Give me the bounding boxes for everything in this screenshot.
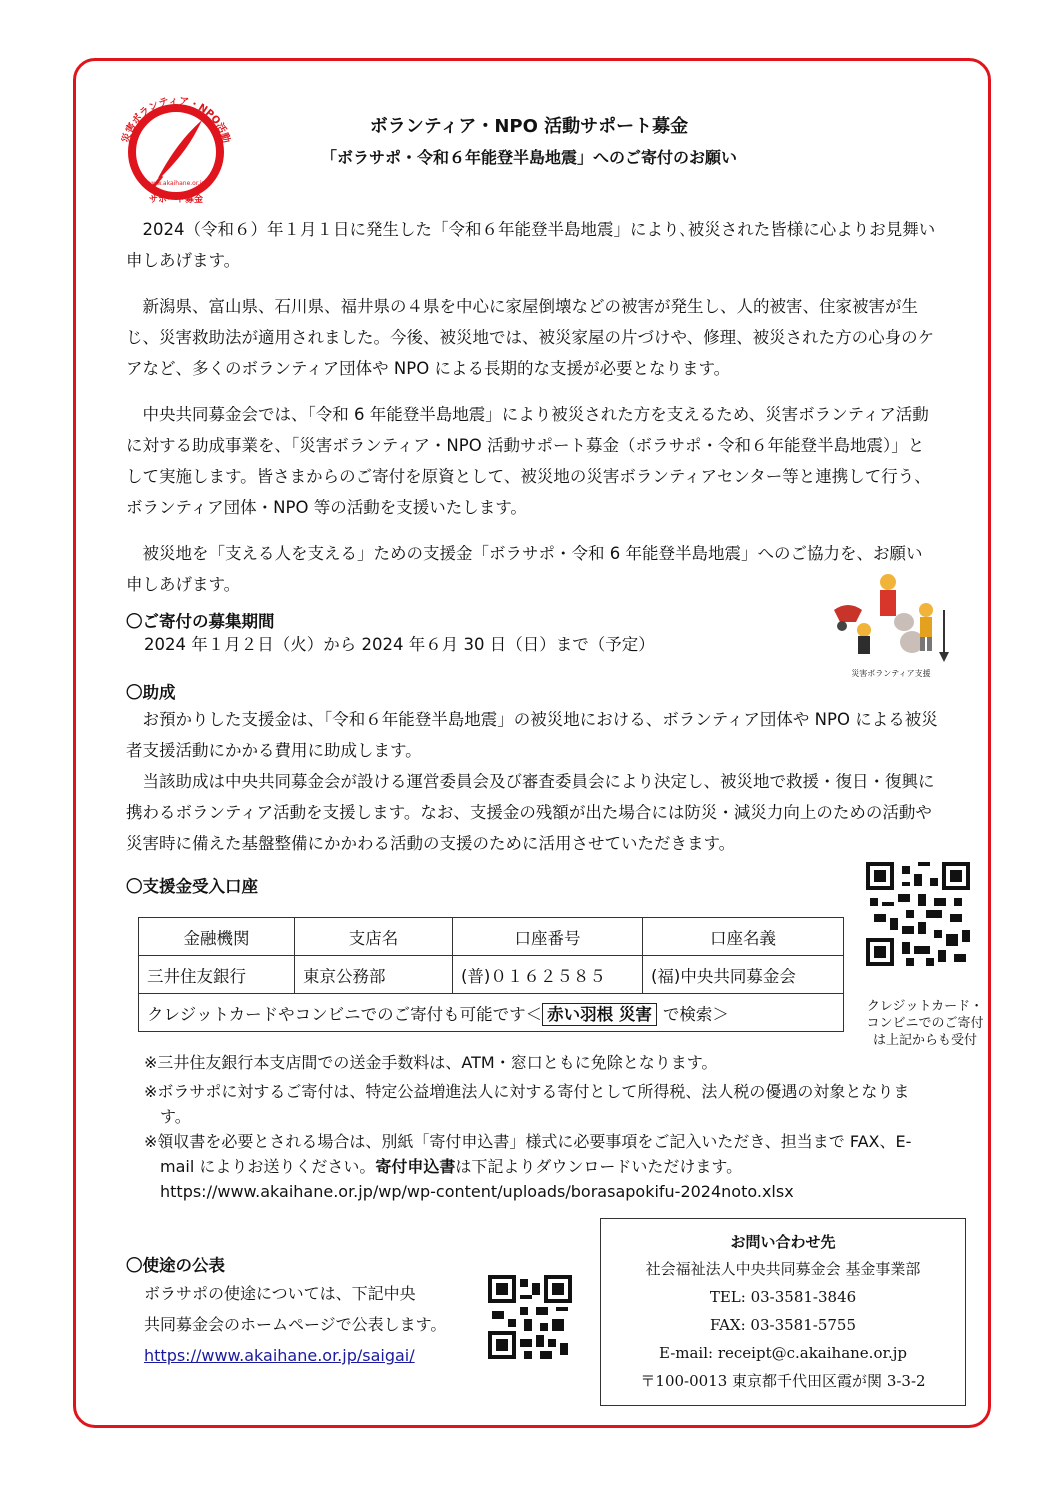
- grant-heading: 〇助成: [126, 683, 176, 702]
- intro-paragraph: 新潟県、富山県、石川県、福井県の４県を中心に家屋倒壊などの被害が発生し、人的被害、住家被害が生じ、災害救助法が適用されました。今後、被災地では、被災家屋の片づけや、修理、被災された方の心身のケアなど、多くのボランティア団体や NPO による長期的な支援が必要となります。: [126, 297, 935, 378]
- table-header-row: [139, 918, 844, 956]
- table-header: 口座番号: [453, 918, 643, 956]
- page-subtitle: 「ボラサポ・令和６年能登半島地震」へのご寄付のお願い: [320, 148, 737, 167]
- intro-paragraph: 中央共同募金会では、「令和 6 年能登半島地震」により被災された方を支えるため、災害ボランティア活動に対する助成事業を、「災害ボランティア・NPO 活動サポート募金（ボラサポ・令和６年能登半島地震）」として実施します。皆さまからのご寄付を原資として、被災地の災害ボランティアセンター等と連携して行う、ボランティア団体・NPO 等の活動を支援いたします。: [126, 405, 931, 517]
- usage-qr-icon: [488, 1275, 572, 1359]
- usage-line: ボラサポの使途については、下記中央: [144, 1284, 416, 1303]
- table-row: [139, 956, 844, 994]
- online-donation-suffix: で検索＞: [662, 1004, 729, 1024]
- contact-email: E-mail: receipt@c.akaihane.or.jp: [658, 1344, 908, 1362]
- table-cell: 三井住友銀行: [139, 956, 295, 994]
- note-text: ※領収書を必要とされる場合は、別紙「寄付申込書」様式に必要事項をご記入いただき、担当まで FAX、E-mail によりお送りください。: [144, 1132, 912, 1176]
- usage-line: 共同募金会のホームページで公表します。: [144, 1315, 447, 1334]
- table-cell: 東京公務部: [295, 956, 453, 994]
- contact-address: 〒100-0013 東京都千代田区霞が関 3-3-2: [640, 1372, 926, 1390]
- account-heading: 〇支援金受入口座: [126, 877, 258, 896]
- table-header: 口座名義: [643, 918, 844, 956]
- usage-link[interactable]: https://www.akaihane.or.jp/saigai/: [144, 1346, 415, 1365]
- volunteer-illustration: [826, 570, 956, 682]
- table-header: 支店名: [295, 918, 453, 956]
- contact-org: 社会福祉法人中央共同募金会 基金事業部: [645, 1260, 921, 1278]
- note-text: は下記よりダウンロードいただけます。: [455, 1157, 743, 1176]
- usage-heading: 〇使途の公表: [126, 1256, 225, 1275]
- qr-note: クレジットカード・コンビニでのご寄付は上記からも受付: [866, 999, 984, 1048]
- table-cell: (普)０１６２５８５: [453, 956, 643, 994]
- contact-fax: FAX: 03-3581-5755: [709, 1316, 856, 1334]
- donation-qr-code[interactable]: [866, 862, 970, 966]
- table-row: [139, 994, 844, 1032]
- note-item: [144, 1129, 934, 1179]
- grant-section: [126, 704, 938, 859]
- note-bold: 寄付申込書: [375, 1157, 456, 1176]
- intro-paragraph: 2024（令和６）年１月１日に発生した「令和６年能登半島地震」により､被災された皆様に心よりお見舞い申しあげます。: [126, 220, 936, 270]
- intro-section: [126, 214, 938, 600]
- logo-ring-text: 災害ボランティア・NPO活動: [120, 95, 232, 145]
- page-title: ボランティア・NPO 活動サポート募金: [369, 116, 689, 137]
- period-text: 2024 年１月２日（火）から 2024 年６月 30 日（日）まで（予定）: [144, 635, 655, 654]
- notes-section: [144, 1050, 934, 1204]
- grant-paragraph: 当該助成は中央共同募金会が設ける運営委員会及び審査委員会により決定し、被災地で救援・復日・復興に携わるボランティア活動を支援します。なお、支援金の残額が出た場合には防災・減災力向上のための活動や災害時に備えた基盤整備にかかわる活動の支援のために活用させていただきます。: [126, 772, 935, 853]
- table-cell: (福)中央共同募金会: [643, 956, 844, 994]
- usage-qr-code[interactable]: [488, 1275, 572, 1359]
- download-url[interactable]: https://www.akaihane.or.jp/wp/wp-content/uploads/borasapokifu-2024noto.xlsx: [160, 1182, 794, 1201]
- online-donation-cell: [139, 994, 844, 1032]
- intro-paragraph: 被災地を「支える人を支える」ための支援金「ボラサポ・令和 6 年能登半島地震」へのご協力を、お願い申しあげます。: [126, 544, 923, 594]
- logo-url-text: www.akaihane.or.jp: [146, 180, 206, 187]
- contact-box: [600, 1218, 966, 1406]
- online-donation-text: クレジットカードやコンビニでのご寄付も可能です＜: [147, 1004, 543, 1024]
- logo-bottom-text: サポート募金: [148, 195, 203, 205]
- grant-paragraph: お預かりした支援金は、「令和６年能登半島地震」の被災地における、ボランティア団体や NPO による被災者支援活動にかかる費用に助成します。: [126, 710, 938, 760]
- illustration-caption: 災害ボランティア支援: [851, 669, 931, 678]
- donation-qr-icon: [866, 862, 970, 966]
- volunteer-illustration-icon: [826, 570, 956, 666]
- table-header: 金融機関: [139, 918, 295, 956]
- note-item: ※ボラサポに対するご寄付は、特定公益増進法人に対する寄付として所得税、法人税の優遇の対象となります。: [144, 1082, 910, 1126]
- search-keyword-box: 赤い羽根 災害: [542, 1003, 657, 1026]
- note-item: ※三井住友銀行本支店間での送金手数料は、ATM・窓口ともに免除となります。: [144, 1053, 718, 1072]
- contact-tel: TEL: 03-3581-3846: [709, 1288, 857, 1306]
- usage-section: [144, 1278, 446, 1371]
- period-heading: 〇ご寄付の募集期間: [126, 612, 275, 631]
- contact-title: お問い合わせ先: [730, 1233, 836, 1251]
- account-table: [138, 917, 844, 1032]
